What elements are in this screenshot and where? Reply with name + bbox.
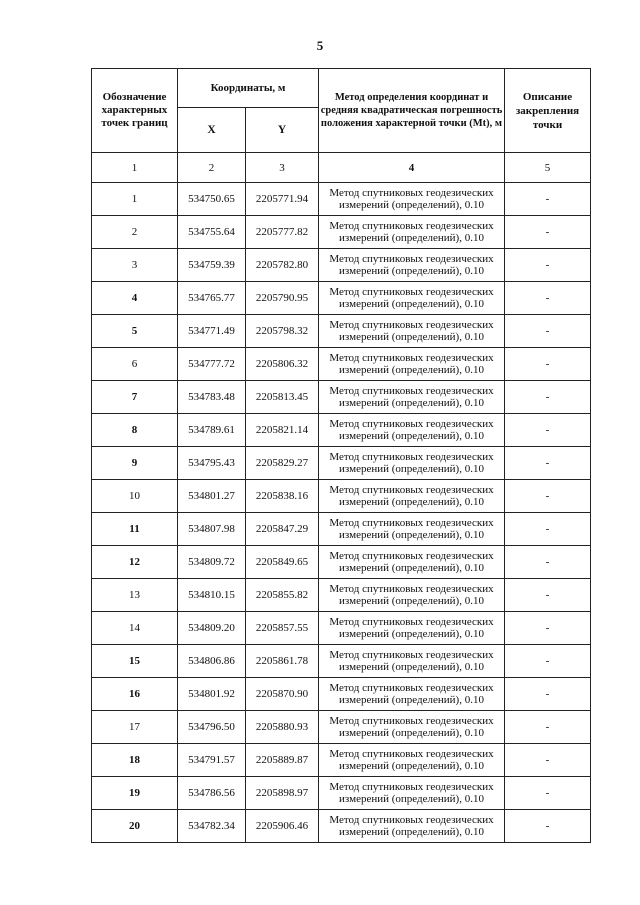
method-cell: Метод спутниковых геодезических измерений (определений), 0.10 bbox=[319, 216, 505, 249]
method-cell: Метод спутниковых геодезических измерений (определений), 0.10 bbox=[319, 579, 505, 612]
method-cell: Метод спутниковых геодезических измерений (определений), 0.10 bbox=[319, 546, 505, 579]
point-id-cell: 18 bbox=[92, 744, 178, 777]
point-id-cell: 14 bbox=[92, 612, 178, 645]
y-coordinate-cell: 2205880.93 bbox=[246, 711, 319, 744]
point-id-cell: 12 bbox=[92, 546, 178, 579]
description-cell: - bbox=[505, 810, 591, 843]
method-cell: Метод спутниковых геодезических измерений (определений), 0.10 bbox=[319, 810, 505, 843]
point-id-cell: 1 bbox=[92, 183, 178, 216]
method-cell: Метод спутниковых геодезических измерений (определений), 0.10 bbox=[319, 381, 505, 414]
method-cell: Метод спутниковых геодезических измерений (определений), 0.10 bbox=[319, 678, 505, 711]
y-coordinate-cell: 2205898.97 bbox=[246, 777, 319, 810]
y-coordinate-cell: 2205782.80 bbox=[246, 249, 319, 282]
description-cell: - bbox=[505, 447, 591, 480]
x-coordinate-cell: 534771.49 bbox=[178, 315, 246, 348]
x-coordinate-cell: 534809.72 bbox=[178, 546, 246, 579]
table-row bbox=[92, 744, 591, 777]
description-cell: - bbox=[505, 711, 591, 744]
header-coordinates: Координаты, м bbox=[178, 69, 319, 108]
description-cell: - bbox=[505, 546, 591, 579]
x-coordinate-cell: 534796.50 bbox=[178, 711, 246, 744]
x-coordinate-cell: 534807.98 bbox=[178, 513, 246, 546]
point-id-cell: 10 bbox=[92, 480, 178, 513]
table-row bbox=[92, 678, 591, 711]
method-cell: Метод спутниковых геодезических измерений (определений), 0.10 bbox=[319, 249, 505, 282]
table-row bbox=[92, 447, 591, 480]
description-cell: - bbox=[505, 480, 591, 513]
description-cell: - bbox=[505, 612, 591, 645]
table-row bbox=[92, 546, 591, 579]
header-x: X bbox=[178, 108, 246, 153]
y-coordinate-cell: 2205813.45 bbox=[246, 381, 319, 414]
x-coordinate-cell: 534810.15 bbox=[178, 579, 246, 612]
point-id-cell: 6 bbox=[92, 348, 178, 381]
description-cell: - bbox=[505, 282, 591, 315]
point-id-cell: 9 bbox=[92, 447, 178, 480]
point-id-cell: 16 bbox=[92, 678, 178, 711]
description-cell: - bbox=[505, 744, 591, 777]
y-coordinate-cell: 2205889.87 bbox=[246, 744, 319, 777]
column-number: 2 bbox=[178, 153, 246, 183]
table-row bbox=[92, 810, 591, 843]
description-cell: - bbox=[505, 414, 591, 447]
method-cell: Метод спутниковых геодезических измерений (определений), 0.10 bbox=[319, 777, 505, 810]
y-coordinate-cell: 2205857.55 bbox=[246, 612, 319, 645]
x-coordinate-cell: 534791.57 bbox=[178, 744, 246, 777]
y-coordinate-cell: 2205906.46 bbox=[246, 810, 319, 843]
description-cell: - bbox=[505, 645, 591, 678]
x-coordinate-cell: 534765.77 bbox=[178, 282, 246, 315]
point-id-cell: 19 bbox=[92, 777, 178, 810]
table-row bbox=[92, 645, 591, 678]
y-coordinate-cell: 2205821.14 bbox=[246, 414, 319, 447]
table-row bbox=[92, 513, 591, 546]
table-row bbox=[92, 282, 591, 315]
y-coordinate-cell: 2205861.78 bbox=[246, 645, 319, 678]
description-cell: - bbox=[505, 381, 591, 414]
description-cell: - bbox=[505, 216, 591, 249]
column-number: 5 bbox=[505, 153, 591, 183]
x-coordinate-cell: 534755.64 bbox=[178, 216, 246, 249]
x-coordinate-cell: 534806.86 bbox=[178, 645, 246, 678]
y-coordinate-cell: 2205790.95 bbox=[246, 282, 319, 315]
method-cell: Метод спутниковых геодезических измерений (определений), 0.10 bbox=[319, 645, 505, 678]
table-body bbox=[92, 183, 591, 843]
y-coordinate-cell: 2205798.32 bbox=[246, 315, 319, 348]
point-id-cell: 4 bbox=[92, 282, 178, 315]
table-row bbox=[92, 414, 591, 447]
x-coordinate-cell: 534777.72 bbox=[178, 348, 246, 381]
method-cell: Метод спутниковых геодезических измерений (определений), 0.10 bbox=[319, 315, 505, 348]
point-id-cell: 7 bbox=[92, 381, 178, 414]
description-cell: - bbox=[505, 513, 591, 546]
x-coordinate-cell: 534801.92 bbox=[178, 678, 246, 711]
method-cell: Метод спутниковых геодезических измерений (определений), 0.10 bbox=[319, 447, 505, 480]
x-coordinate-cell: 534801.27 bbox=[178, 480, 246, 513]
column-number: 1 bbox=[92, 153, 178, 183]
method-cell: Метод спутниковых геодезических измерений (определений), 0.10 bbox=[319, 480, 505, 513]
x-coordinate-cell: 534795.43 bbox=[178, 447, 246, 480]
method-cell: Метод спутниковых геодезических измерений (определений), 0.10 bbox=[319, 348, 505, 381]
y-coordinate-cell: 2205849.65 bbox=[246, 546, 319, 579]
y-coordinate-cell: 2205847.29 bbox=[246, 513, 319, 546]
coordinates-table bbox=[91, 68, 591, 843]
x-coordinate-cell: 534789.61 bbox=[178, 414, 246, 447]
table-row bbox=[92, 777, 591, 810]
header-description: Описание закрепления точки bbox=[505, 69, 591, 153]
method-cell: Метод спутниковых геодезических измерений (определений), 0.10 bbox=[319, 414, 505, 447]
table-row bbox=[92, 315, 591, 348]
y-coordinate-cell: 2205777.82 bbox=[246, 216, 319, 249]
table-row bbox=[92, 348, 591, 381]
point-id-cell: 2 bbox=[92, 216, 178, 249]
method-cell: Метод спутниковых геодезических измерений (определений), 0.10 bbox=[319, 513, 505, 546]
table-row bbox=[92, 249, 591, 282]
table-row bbox=[92, 480, 591, 513]
point-id-cell: 15 bbox=[92, 645, 178, 678]
method-cell: Метод спутниковых геодезических измерений (определений), 0.10 bbox=[319, 711, 505, 744]
table-row bbox=[92, 183, 591, 216]
column-number-row bbox=[92, 153, 591, 183]
header-y: Y bbox=[246, 108, 319, 153]
description-cell: - bbox=[505, 249, 591, 282]
point-id-cell: 20 bbox=[92, 810, 178, 843]
description-cell: - bbox=[505, 678, 591, 711]
method-cell: Метод спутниковых геодезических измерений (определений), 0.10 bbox=[319, 612, 505, 645]
x-coordinate-cell: 534809.20 bbox=[178, 612, 246, 645]
point-id-cell: 8 bbox=[92, 414, 178, 447]
method-cell: Метод спутниковых геодезических измерений (определений), 0.10 bbox=[319, 282, 505, 315]
y-coordinate-cell: 2205806.32 bbox=[246, 348, 319, 381]
header-designation: Обозначение характерных точек границ bbox=[92, 69, 178, 153]
y-coordinate-cell: 2205771.94 bbox=[246, 183, 319, 216]
table-row bbox=[92, 711, 591, 744]
point-id-cell: 11 bbox=[92, 513, 178, 546]
x-coordinate-cell: 534750.65 bbox=[178, 183, 246, 216]
x-coordinate-cell: 534782.34 bbox=[178, 810, 246, 843]
description-cell: - bbox=[505, 777, 591, 810]
table-row bbox=[92, 216, 591, 249]
description-cell: - bbox=[505, 348, 591, 381]
x-coordinate-cell: 534783.48 bbox=[178, 381, 246, 414]
y-coordinate-cell: 2205855.82 bbox=[246, 579, 319, 612]
page-number: 5 bbox=[316, 38, 324, 53]
description-cell: - bbox=[505, 315, 591, 348]
method-cell: Метод спутниковых геодезических измерений (определений), 0.10 bbox=[319, 744, 505, 777]
x-coordinate-cell: 534786.56 bbox=[178, 777, 246, 810]
description-cell: - bbox=[505, 183, 591, 216]
point-id-cell: 3 bbox=[92, 249, 178, 282]
y-coordinate-cell: 2205829.27 bbox=[246, 447, 319, 480]
table-row bbox=[92, 612, 591, 645]
point-id-cell: 13 bbox=[92, 579, 178, 612]
table-row bbox=[92, 579, 591, 612]
y-coordinate-cell: 2205870.90 bbox=[246, 678, 319, 711]
y-coordinate-cell: 2205838.16 bbox=[246, 480, 319, 513]
x-coordinate-cell: 534759.39 bbox=[178, 249, 246, 282]
table-row bbox=[92, 381, 591, 414]
column-number: 4 bbox=[319, 153, 505, 183]
point-id-cell: 17 bbox=[92, 711, 178, 744]
column-number: 3 bbox=[246, 153, 319, 183]
header-method: Метод определения координат и средняя квадратическая погрешность положения характерной точки (Mt), м bbox=[319, 69, 505, 153]
point-id-cell: 5 bbox=[92, 315, 178, 348]
method-cell: Метод спутниковых геодезических измерений (определений), 0.10 bbox=[319, 183, 505, 216]
description-cell: - bbox=[505, 579, 591, 612]
